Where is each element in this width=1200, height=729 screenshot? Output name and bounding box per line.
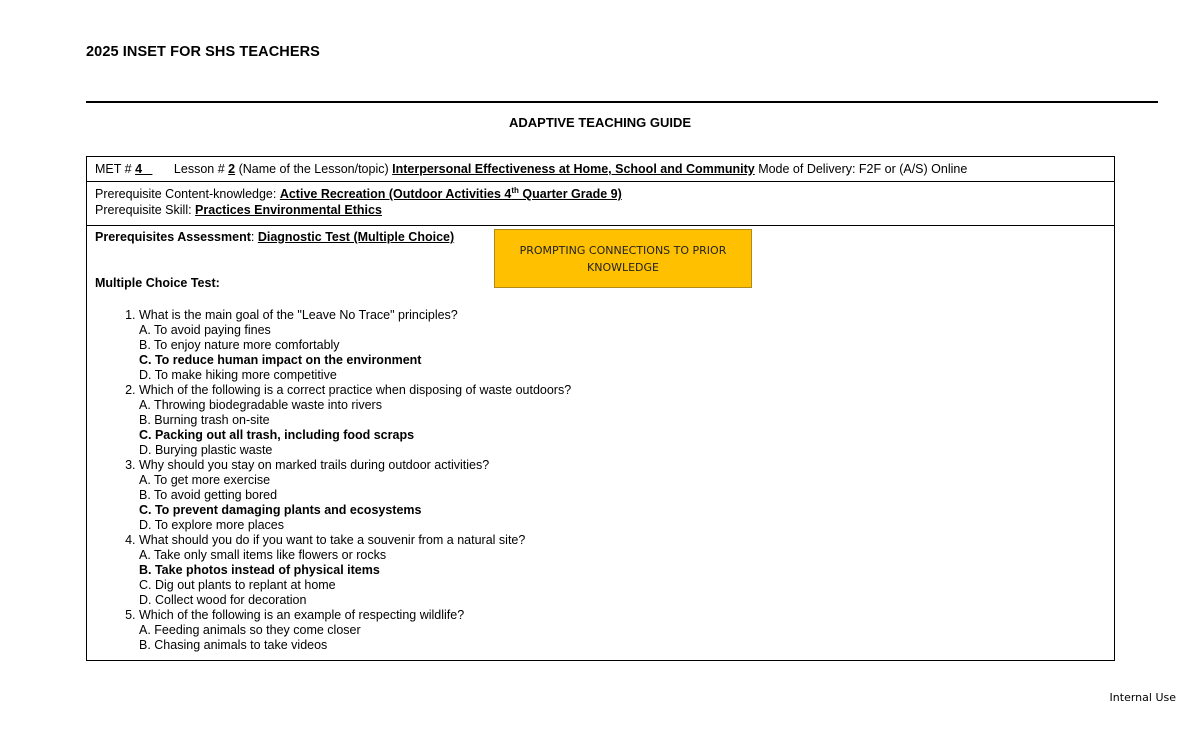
prerequisite-content-label: Prerequisite Content-knowledge: bbox=[95, 187, 280, 201]
document-header-title: 2025 INSET FOR SHS TEACHERS bbox=[86, 44, 320, 60]
assessment-line: Prerequisites Assessment: Diagnostic Test (Multiple Choice) bbox=[95, 230, 455, 244]
lesson-label: Lesson # bbox=[173, 162, 229, 176]
answer-option: B. Chasing animals to take videos bbox=[139, 638, 328, 652]
answer-option: D. Collect wood for decoration bbox=[139, 593, 307, 607]
lesson-number: 2 bbox=[228, 162, 236, 176]
questions-list bbox=[95, 308, 1106, 653]
question-text: Which of the following is an example of respecting wildlife? bbox=[139, 608, 465, 622]
lesson-info-row bbox=[87, 157, 1114, 182]
question-item bbox=[139, 308, 1106, 383]
prerequisite-content-line bbox=[95, 186, 1106, 202]
answer-option: A. Take only small items like flowers or rocks bbox=[139, 548, 387, 562]
answer-option: D. To make hiking more competitive bbox=[139, 368, 337, 382]
question-text: What is the main goal of the "Leave No Trace" principles? bbox=[139, 308, 458, 322]
correct-answer-option: B. Take photos instead of physical items bbox=[139, 563, 380, 577]
assessment-section bbox=[87, 226, 1114, 660]
prerequisite-skill-value: Practices Environmental Ethics bbox=[195, 203, 382, 217]
answer-option: A. Throwing biodegradable waste into rivers bbox=[139, 398, 382, 412]
answer-option: C. Dig out plants to replant at home bbox=[139, 578, 336, 592]
answer-option: A. To avoid paying fines bbox=[139, 323, 271, 337]
header-divider bbox=[86, 101, 1158, 103]
question-text: What should you do if you want to take a souvenir from a natural site? bbox=[139, 533, 526, 547]
question-item bbox=[139, 458, 1106, 533]
lesson-name: Interpersonal Effectiveness at Home, School and Community bbox=[392, 162, 755, 176]
correct-answer-option: C. To reduce human impact on the environment bbox=[139, 353, 422, 367]
answer-option: A. To get more exercise bbox=[139, 473, 271, 487]
answer-option: A. Feeding animals so they come closer bbox=[139, 623, 361, 637]
correct-answer-option: C. To prevent damaging plants and ecosystems bbox=[139, 503, 422, 517]
assessment-value: Diagnostic Test (Multiple Choice) bbox=[257, 230, 455, 244]
answer-option: B. Burning trash on-site bbox=[139, 413, 270, 427]
met-number: 4 bbox=[135, 162, 143, 176]
question-item bbox=[139, 608, 1106, 653]
answer-option: D. To explore more places bbox=[139, 518, 284, 532]
prerequisite-content-value: Active Recreation (Outdoor Activities 4th Quarter Grade 9) bbox=[279, 185, 622, 201]
answer-option: B. To enjoy nature more comfortably bbox=[139, 338, 340, 352]
prerequisite-skill-line bbox=[95, 202, 1106, 218]
question-item bbox=[139, 533, 1106, 608]
prerequisite-skill-label: Prerequisite Skill: bbox=[95, 203, 196, 217]
prior-knowledge-callout: PROMPTING CONNECTIONS TO PRIOR KNOWLEDGE bbox=[494, 229, 752, 288]
correct-answer-option: C. Packing out all trash, including food scraps bbox=[139, 428, 415, 442]
internal-use-label: Internal Use bbox=[1109, 691, 1176, 704]
mode-of-delivery: Mode of Delivery: F2F or (A/S) Online bbox=[754, 162, 968, 176]
multiple-choice-heading: Multiple Choice Test: bbox=[95, 276, 220, 290]
guide-title: ADAPTIVE TEACHING GUIDE bbox=[508, 115, 691, 130]
answer-option: B. To avoid getting bored bbox=[139, 488, 278, 502]
question-text: Why should you stay on marked trails during outdoor activities? bbox=[139, 458, 490, 472]
assessment-label: Prerequisites Assessment bbox=[95, 230, 251, 244]
prerequisite-row bbox=[87, 182, 1114, 226]
question-text: Which of the following is a correct practice when disposing of waste outdoors? bbox=[139, 383, 572, 397]
answer-option: D. Burying plastic waste bbox=[139, 443, 273, 457]
met-label: MET # bbox=[95, 162, 136, 176]
lesson-name-label: (Name of the Lesson/topic) bbox=[235, 162, 393, 176]
question-item bbox=[139, 383, 1106, 458]
